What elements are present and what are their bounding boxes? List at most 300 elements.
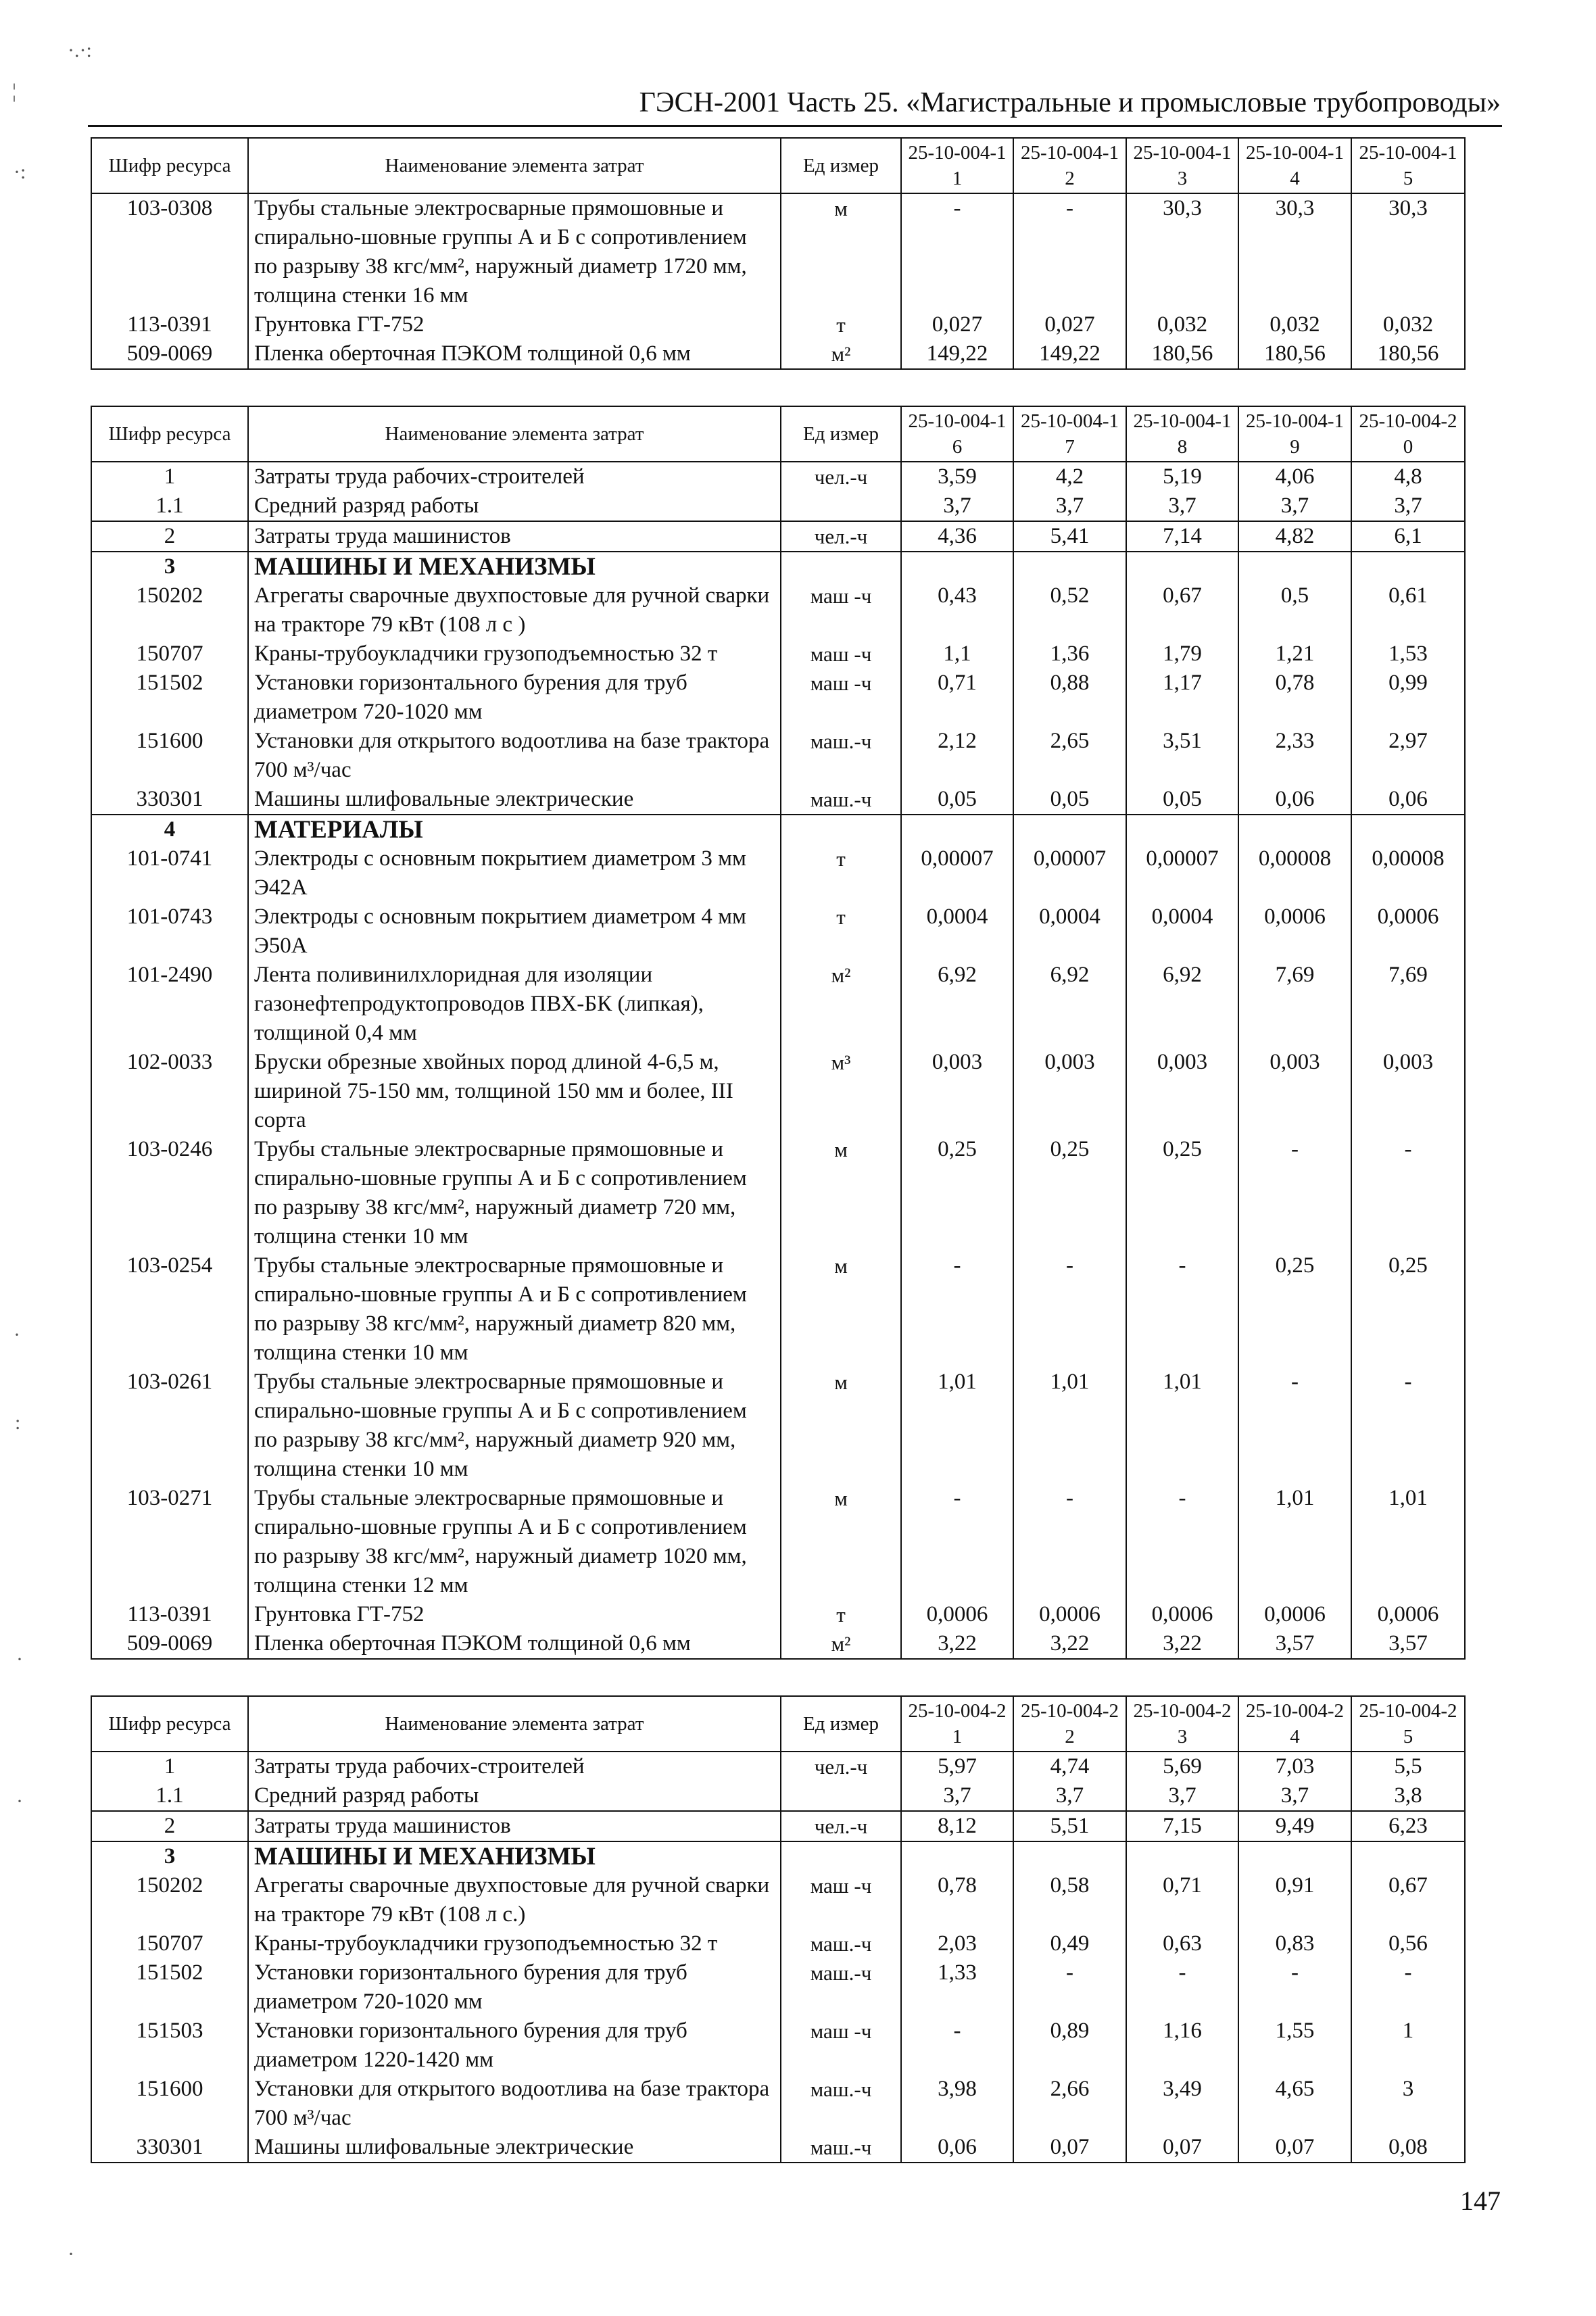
resource-name: МАТЕРИАЛЫ bbox=[248, 815, 781, 844]
norm-value: 3 bbox=[1351, 2075, 1465, 2133]
norm-value: 3,7 bbox=[1013, 1781, 1126, 1811]
resource-unit: м bbox=[781, 1251, 901, 1368]
norm-value: 4,06 bbox=[1238, 462, 1351, 491]
norm-value: 2,66 bbox=[1013, 2075, 1126, 2133]
norm-value bbox=[1351, 552, 1465, 581]
scan-mark: ¦ bbox=[12, 80, 17, 102]
norm-value: 3,7 bbox=[1351, 491, 1465, 521]
norm-value: 149,22 bbox=[1013, 339, 1126, 369]
norm-value: 0,00007 bbox=[1126, 844, 1238, 902]
norm-value: 5,41 bbox=[1013, 521, 1126, 552]
norm-value: 0,89 bbox=[1013, 2017, 1126, 2075]
norm-value: - bbox=[1351, 1135, 1465, 1251]
norm-value bbox=[1013, 552, 1126, 581]
resource-name: МАШИНЫ И МЕХАНИЗМЫ bbox=[248, 552, 781, 581]
norm-value: 0,61 bbox=[1351, 581, 1465, 640]
table-row bbox=[91, 844, 1465, 902]
column-header-norm: 25-10-004-18 bbox=[1126, 406, 1238, 462]
norm-value: 2,03 bbox=[901, 1929, 1013, 1958]
norm-value: 0,0006 bbox=[1238, 1600, 1351, 1629]
norm-value: 0,032 bbox=[1351, 310, 1465, 339]
norm-value: 0,58 bbox=[1013, 1871, 1126, 1929]
resource-code: 2 bbox=[91, 1811, 248, 1841]
resource-code: 330301 bbox=[91, 785, 248, 815]
resource-code: 103-0261 bbox=[91, 1368, 248, 1484]
resource-code: 2 bbox=[91, 521, 248, 552]
norm-value: 0,05 bbox=[901, 785, 1013, 815]
norm-value: 3,22 bbox=[901, 1629, 1013, 1659]
resource-unit: маш.-ч bbox=[781, 785, 901, 815]
resource-unit bbox=[781, 1841, 901, 1871]
norm-value: 1,36 bbox=[1013, 640, 1126, 669]
norm-value: 1,17 bbox=[1126, 669, 1238, 727]
norm-value: 0,56 bbox=[1351, 1929, 1465, 1958]
norm-value: 3,8 bbox=[1351, 1781, 1465, 1811]
table-row bbox=[91, 491, 1465, 521]
table-row bbox=[91, 1781, 1465, 1811]
norm-value: - bbox=[901, 193, 1013, 310]
column-header-norm: 25-10-004-11 bbox=[901, 138, 1013, 193]
resource-unit bbox=[781, 552, 901, 581]
resource-unit: т bbox=[781, 1600, 901, 1629]
norm-value: 3,51 bbox=[1126, 727, 1238, 785]
table-row bbox=[91, 462, 1465, 491]
norm-value: 0,0006 bbox=[1351, 902, 1465, 961]
norm-value: 5,51 bbox=[1013, 1811, 1126, 1841]
norm-value bbox=[1013, 815, 1126, 844]
norm-value: 180,56 bbox=[1238, 339, 1351, 369]
norm-value: 0,0006 bbox=[1126, 1600, 1238, 1629]
norm-value: 1,01 bbox=[1238, 1484, 1351, 1600]
norm-value: 0,25 bbox=[901, 1135, 1013, 1251]
table-row bbox=[91, 1629, 1465, 1659]
resource-name: Трубы стальные электросварные прямошовные и спирально-шовные группы А и Б с сопротивлением по разрыву 38 кгс/мм², наружный диаметр 820 мм, толщина стенки 10 мм bbox=[248, 1251, 781, 1368]
resource-table-2 bbox=[91, 406, 1466, 1660]
resource-unit: м³ bbox=[781, 1048, 901, 1135]
table-row bbox=[91, 2075, 1465, 2133]
norm-value: 0,06 bbox=[1351, 785, 1465, 815]
page-number: 147 bbox=[1460, 2186, 1501, 2216]
norm-value: 2,33 bbox=[1238, 727, 1351, 785]
norm-value: 3,7 bbox=[1126, 491, 1238, 521]
resource-name: Агрегаты сварочные двухпостовые для ручной сварки на тракторе 79 кВт (108 л с ) bbox=[248, 581, 781, 640]
table-row bbox=[91, 2017, 1465, 2075]
table-row bbox=[91, 2133, 1465, 2163]
resource-unit: т bbox=[781, 310, 901, 339]
column-header-name: Наименование элемента затрат bbox=[248, 1696, 781, 1752]
norm-value bbox=[1238, 815, 1351, 844]
table-row bbox=[91, 1135, 1465, 1251]
norm-value: 0,25 bbox=[1238, 1251, 1351, 1368]
resource-unit: м² bbox=[781, 961, 901, 1048]
norm-value: 149,22 bbox=[901, 339, 1013, 369]
resource-code: 151600 bbox=[91, 2075, 248, 2133]
norm-value: 0,49 bbox=[1013, 1929, 1126, 1958]
resource-name: Трубы стальные электросварные прямошовные и спирально-шовные группы А и Б с сопротивлением по разрыву 38 кгс/мм², наружный диаметр 1020 мм, толщина стенки 12 мм bbox=[248, 1484, 781, 1600]
norm-value: 6,1 bbox=[1351, 521, 1465, 552]
resource-name: Установки для открытого водоотлива на базе трактора 700 м³/час bbox=[248, 727, 781, 785]
resource-code: 103-0308 bbox=[91, 193, 248, 310]
norm-value: 6,92 bbox=[1126, 961, 1238, 1048]
resource-code: 101-0741 bbox=[91, 844, 248, 902]
column-header-norm: 25-10-004-14 bbox=[1238, 138, 1351, 193]
norm-value: 0,0006 bbox=[1351, 1600, 1465, 1629]
column-header-code: Шифр ресурса bbox=[91, 138, 248, 193]
norm-value bbox=[901, 815, 1013, 844]
norm-value: 0,07 bbox=[1238, 2133, 1351, 2163]
resource-code: 101-0743 bbox=[91, 902, 248, 961]
norm-value: 1,1 bbox=[901, 640, 1013, 669]
norm-value: 0,78 bbox=[1238, 669, 1351, 727]
resource-unit: маш.-ч bbox=[781, 727, 901, 785]
norm-value: - bbox=[1013, 1958, 1126, 2017]
column-header-norm: 25-10-004-12 bbox=[1013, 138, 1126, 193]
norm-value: 3,98 bbox=[901, 2075, 1013, 2133]
norm-value: 0,003 bbox=[1238, 1048, 1351, 1135]
norm-value: - bbox=[1238, 1135, 1351, 1251]
norm-value bbox=[1238, 1841, 1351, 1871]
norm-value: 4,65 bbox=[1238, 2075, 1351, 2133]
resource-code: 1.1 bbox=[91, 1781, 248, 1811]
resource-name: Установки горизонтального бурения для труб диаметром 720-1020 мм bbox=[248, 1958, 781, 2017]
resource-table-1 bbox=[91, 137, 1466, 370]
norm-value: 0,0006 bbox=[1013, 1600, 1126, 1629]
resource-unit: чел.-ч bbox=[781, 1752, 901, 1781]
norm-value: 7,69 bbox=[1351, 961, 1465, 1048]
table-row bbox=[91, 1929, 1465, 1958]
resource-name: Затраты труда рабочих-строителей bbox=[248, 462, 781, 491]
table-row bbox=[91, 815, 1465, 844]
column-header-norm: 25-10-004-13 bbox=[1126, 138, 1238, 193]
resource-code: 102-0033 bbox=[91, 1048, 248, 1135]
norm-value: 1,01 bbox=[1351, 1484, 1465, 1600]
column-header-norm: 25-10-004-23 bbox=[1126, 1696, 1238, 1752]
scan-mark: · bbox=[68, 2243, 74, 2265]
resource-name: Трубы стальные электросварные прямошовные и спирально-шовные группы А и Б с сопротивлением по разрыву 38 кгс/мм², наружный диаметр 920 мм, толщина стенки 10 мм bbox=[248, 1368, 781, 1484]
norm-value: - bbox=[1126, 1251, 1238, 1368]
norm-value: 0,5 bbox=[1238, 581, 1351, 640]
norm-value: 1,01 bbox=[1013, 1368, 1126, 1484]
resource-unit: маш -ч bbox=[781, 2017, 901, 2075]
resource-name: Затраты труда рабочих-строителей bbox=[248, 1752, 781, 1781]
norm-value: 5,69 bbox=[1126, 1752, 1238, 1781]
resource-code: 4 bbox=[91, 815, 248, 844]
norm-value: 0,83 bbox=[1238, 1929, 1351, 1958]
resource-unit: м² bbox=[781, 1629, 901, 1659]
norm-value bbox=[1351, 815, 1465, 844]
norm-value: - bbox=[1126, 1958, 1238, 2017]
column-header-norm: 25-10-004-16 bbox=[901, 406, 1013, 462]
norm-value: 4,8 bbox=[1351, 462, 1465, 491]
norm-value bbox=[901, 1841, 1013, 1871]
resource-code: 3 bbox=[91, 1841, 248, 1871]
norm-value bbox=[1126, 1841, 1238, 1871]
table-row bbox=[91, 640, 1465, 669]
resource-unit: м bbox=[781, 1368, 901, 1484]
resource-unit: маш -ч bbox=[781, 669, 901, 727]
scan-mark: · bbox=[16, 1790, 23, 1812]
norm-value: 0,00007 bbox=[901, 844, 1013, 902]
resource-name: Пленка оберточная ПЭКОМ толщиной 0,6 мм bbox=[248, 1629, 781, 1659]
column-header-norm: 25-10-004-22 bbox=[1013, 1696, 1126, 1752]
norm-value: 5,19 bbox=[1126, 462, 1238, 491]
resource-name: Установки горизонтального бурения для труб диаметром 720-1020 мм bbox=[248, 669, 781, 727]
norm-value: 7,03 bbox=[1238, 1752, 1351, 1781]
norm-value: - bbox=[901, 1251, 1013, 1368]
resource-unit: маш -ч bbox=[781, 640, 901, 669]
norm-value: 0,25 bbox=[1013, 1135, 1126, 1251]
norm-value: 0,63 bbox=[1126, 1929, 1238, 1958]
resource-name: Грунтовка ГТ-752 bbox=[248, 310, 781, 339]
resource-unit: м bbox=[781, 193, 901, 310]
norm-value: 0,003 bbox=[1013, 1048, 1126, 1135]
norm-value: 30,3 bbox=[1238, 193, 1351, 310]
column-header-name: Наименование элемента затрат bbox=[248, 138, 781, 193]
table-row bbox=[91, 1484, 1465, 1600]
norm-value: 0,0004 bbox=[1126, 902, 1238, 961]
norm-value: 1,01 bbox=[901, 1368, 1013, 1484]
resource-code: 1 bbox=[91, 1752, 248, 1781]
norm-value: 2,97 bbox=[1351, 727, 1465, 785]
norm-value: 1,55 bbox=[1238, 2017, 1351, 2075]
resource-unit: маш.-ч bbox=[781, 1929, 901, 1958]
table-row bbox=[91, 521, 1465, 552]
norm-value bbox=[1351, 1841, 1465, 1871]
norm-value: - bbox=[1351, 1368, 1465, 1484]
resource-code: 103-0271 bbox=[91, 1484, 248, 1600]
norm-value: 4,82 bbox=[1238, 521, 1351, 552]
resource-unit: маш -ч bbox=[781, 581, 901, 640]
table-row bbox=[91, 581, 1465, 640]
resource-unit: чел.-ч bbox=[781, 462, 901, 491]
resource-unit: т bbox=[781, 844, 901, 902]
norm-value: 0,003 bbox=[1126, 1048, 1238, 1135]
norm-value: 0,003 bbox=[1351, 1048, 1465, 1135]
norm-value bbox=[1126, 815, 1238, 844]
norm-value: 3,7 bbox=[1238, 491, 1351, 521]
resource-code: 113-0391 bbox=[91, 1600, 248, 1629]
resource-unit: м bbox=[781, 1135, 901, 1251]
norm-value: 30,3 bbox=[1126, 193, 1238, 310]
column-header-code: Шифр ресурса bbox=[91, 406, 248, 462]
column-header-norm: 25-10-004-21 bbox=[901, 1696, 1013, 1752]
resource-name: Пленка оберточная ПЭКОМ толщиной 0,6 мм bbox=[248, 339, 781, 369]
resource-name: Установки горизонтального бурения для труб диаметром 1220-1420 мм bbox=[248, 2017, 781, 2075]
resource-name: Электроды с основным покрытием диаметром 3 мм Э42А bbox=[248, 844, 781, 902]
table-row bbox=[91, 1752, 1465, 1781]
table-header-row bbox=[91, 138, 1465, 193]
scan-mark: · bbox=[14, 1324, 20, 1346]
norm-value: 3,59 bbox=[901, 462, 1013, 491]
norm-value: 7,69 bbox=[1238, 961, 1351, 1048]
norm-value: - bbox=[1238, 1368, 1351, 1484]
norm-value: - bbox=[901, 2017, 1013, 2075]
resource-name: Грунтовка ГТ-752 bbox=[248, 1600, 781, 1629]
resource-unit bbox=[781, 491, 901, 521]
resource-unit bbox=[781, 1781, 901, 1811]
resource-code: 103-0246 bbox=[91, 1135, 248, 1251]
table-row bbox=[91, 785, 1465, 815]
table-row bbox=[91, 552, 1465, 581]
norm-value: 0,07 bbox=[1126, 2133, 1238, 2163]
norm-value: 1,16 bbox=[1126, 2017, 1238, 2075]
resource-name: МАШИНЫ И МЕХАНИЗМЫ bbox=[248, 1841, 781, 1871]
resource-unit bbox=[781, 815, 901, 844]
column-header-unit: Ед измер bbox=[781, 138, 901, 193]
norm-value: 0,67 bbox=[1351, 1871, 1465, 1929]
resource-name: Затраты труда машинистов bbox=[248, 1811, 781, 1841]
table-row bbox=[91, 339, 1465, 369]
resource-name: Средний разряд работы bbox=[248, 491, 781, 521]
norm-value: 6,92 bbox=[1013, 961, 1126, 1048]
norm-value bbox=[1238, 552, 1351, 581]
norm-value: 180,56 bbox=[1351, 339, 1465, 369]
norm-value: - bbox=[901, 1484, 1013, 1600]
norm-value: 3,7 bbox=[1238, 1781, 1351, 1811]
resource-code: 113-0391 bbox=[91, 310, 248, 339]
norm-value: 0,0004 bbox=[1013, 902, 1126, 961]
table-row bbox=[91, 1958, 1465, 2017]
column-header-code: Шифр ресурса bbox=[91, 1696, 248, 1752]
norm-value: 0,00007 bbox=[1013, 844, 1126, 902]
resource-table-3 bbox=[91, 1695, 1466, 2163]
resource-code: 330301 bbox=[91, 2133, 248, 2163]
table-row bbox=[91, 1600, 1465, 1629]
column-header-norm: 25-10-004-19 bbox=[1238, 406, 1351, 462]
norm-value: 3,49 bbox=[1126, 2075, 1238, 2133]
scan-mark: : bbox=[15, 1412, 21, 1434]
norm-value: 0,027 bbox=[1013, 310, 1126, 339]
resource-code: 150202 bbox=[91, 581, 248, 640]
norm-value: 0,06 bbox=[901, 2133, 1013, 2163]
norm-value: 4,2 bbox=[1013, 462, 1126, 491]
resource-name: Установки для открытого водоотлива на базе трактора 700 м³/час bbox=[248, 2075, 781, 2133]
norm-value: 0,08 bbox=[1351, 2133, 1465, 2163]
norm-value: 0,71 bbox=[1126, 1871, 1238, 1929]
table-row bbox=[91, 902, 1465, 961]
column-header-norm: 25-10-004-20 bbox=[1351, 406, 1465, 462]
scan-mark: ·: bbox=[14, 161, 26, 183]
norm-value: 0,07 bbox=[1013, 2133, 1126, 2163]
resource-code: 151600 bbox=[91, 727, 248, 785]
norm-value: 3,7 bbox=[901, 1781, 1013, 1811]
resource-unit: чел.-ч bbox=[781, 1811, 901, 1841]
norm-value: 180,56 bbox=[1126, 339, 1238, 369]
column-header-norm: 25-10-004-25 bbox=[1351, 1696, 1465, 1752]
resource-code: 1 bbox=[91, 462, 248, 491]
norm-value: - bbox=[1013, 1251, 1126, 1368]
scan-mark: ·.·: bbox=[68, 39, 92, 62]
norm-value: 4,36 bbox=[901, 521, 1013, 552]
norm-value: 6,92 bbox=[901, 961, 1013, 1048]
norm-value: 1,53 bbox=[1351, 640, 1465, 669]
resource-code: 150707 bbox=[91, 640, 248, 669]
norm-value: 0,88 bbox=[1013, 669, 1126, 727]
column-header-name: Наименование элемента затрат bbox=[248, 406, 781, 462]
norm-value: 0,0006 bbox=[901, 1600, 1013, 1629]
norm-value: 0,0004 bbox=[901, 902, 1013, 961]
norm-value: 0,06 bbox=[1238, 785, 1351, 815]
norm-value: 0,00008 bbox=[1351, 844, 1465, 902]
resource-name: Средний разряд работы bbox=[248, 1781, 781, 1811]
norm-value: 0,91 bbox=[1238, 1871, 1351, 1929]
table-row bbox=[91, 727, 1465, 785]
table-row bbox=[91, 193, 1465, 310]
resource-code: 151502 bbox=[91, 669, 248, 727]
column-header-norm: 25-10-004-24 bbox=[1238, 1696, 1351, 1752]
norm-value: 30,3 bbox=[1351, 193, 1465, 310]
resource-name: Краны-трубоукладчики грузоподъемностью 32 т bbox=[248, 1929, 781, 1958]
resource-unit: м bbox=[781, 1484, 901, 1600]
column-header-norm: 25-10-004-15 bbox=[1351, 138, 1465, 193]
scan-mark: · bbox=[16, 1648, 23, 1670]
norm-value: 7,14 bbox=[1126, 521, 1238, 552]
norm-value: - bbox=[1013, 193, 1126, 310]
resource-code: 1.1 bbox=[91, 491, 248, 521]
norm-value: 3,22 bbox=[1013, 1629, 1126, 1659]
norm-value: - bbox=[1126, 1484, 1238, 1600]
norm-value: 0,52 bbox=[1013, 581, 1126, 640]
norm-value bbox=[1013, 1841, 1126, 1871]
norm-value: - bbox=[1351, 1958, 1465, 2017]
norm-value: - bbox=[1238, 1958, 1351, 2017]
norm-value: 9,49 bbox=[1238, 1811, 1351, 1841]
norm-value: 3,7 bbox=[901, 491, 1013, 521]
norm-value: 0,05 bbox=[1013, 785, 1126, 815]
resource-code: 509-0069 bbox=[91, 339, 248, 369]
resource-unit: маш.-ч bbox=[781, 2133, 901, 2163]
table-row bbox=[91, 310, 1465, 339]
norm-value: 3,57 bbox=[1238, 1629, 1351, 1659]
resource-unit: м² bbox=[781, 339, 901, 369]
resource-unit: маш -ч bbox=[781, 1871, 901, 1929]
table-row bbox=[91, 1251, 1465, 1368]
norm-value: 1,33 bbox=[901, 1958, 1013, 2017]
header-rule bbox=[88, 125, 1502, 127]
resource-code: 103-0254 bbox=[91, 1251, 248, 1368]
norm-value: 1,79 bbox=[1126, 640, 1238, 669]
resource-name: Машины шлифовальные электрические bbox=[248, 2133, 781, 2163]
table-row bbox=[91, 961, 1465, 1048]
table-header-row bbox=[91, 406, 1465, 462]
resource-name: Бруски обрезные хвойных пород длиной 4-6,5 м, шириной 75-150 мм, толщиной 150 мм и более, III сорта bbox=[248, 1048, 781, 1135]
norm-value: 6,23 bbox=[1351, 1811, 1465, 1841]
page-header: ГЭСН-2001 Часть 25. «Магистральные и промысловые трубопроводы» bbox=[639, 87, 1501, 118]
resource-name: Краны-трубоукладчики грузоподъемностью 32 т bbox=[248, 640, 781, 669]
column-header-norm: 25-10-004-17 bbox=[1013, 406, 1126, 462]
resource-name: Агрегаты сварочные двухпостовые для ручной сварки на тракторе 79 кВт (108 л с.) bbox=[248, 1871, 781, 1929]
norm-value: 0,00008 bbox=[1238, 844, 1351, 902]
column-header-unit: Ед измер bbox=[781, 1696, 901, 1752]
table-row bbox=[91, 1368, 1465, 1484]
norm-value: 7,15 bbox=[1126, 1811, 1238, 1841]
resource-code: 3 bbox=[91, 552, 248, 581]
norm-value: 0,43 bbox=[901, 581, 1013, 640]
norm-value: 0,032 bbox=[1238, 310, 1351, 339]
table-row bbox=[91, 1811, 1465, 1841]
resource-unit: т bbox=[781, 902, 901, 961]
norm-value: 0,67 bbox=[1126, 581, 1238, 640]
norm-value bbox=[901, 552, 1013, 581]
resource-unit: маш.-ч bbox=[781, 2075, 901, 2133]
table-row bbox=[91, 1841, 1465, 1871]
norm-value: 3,7 bbox=[1126, 1781, 1238, 1811]
resource-name: Лента поливинилхлоридная для изоляции газонефтепродуктопроводов ПВХ-БК (липкая), толщиной 0,4 мм bbox=[248, 961, 781, 1048]
norm-value: 8,12 bbox=[901, 1811, 1013, 1841]
resource-name: Электроды с основным покрытием диаметром 4 мм Э50А bbox=[248, 902, 781, 961]
norm-value: 4,74 bbox=[1013, 1752, 1126, 1781]
resource-unit: чел.-ч bbox=[781, 521, 901, 552]
